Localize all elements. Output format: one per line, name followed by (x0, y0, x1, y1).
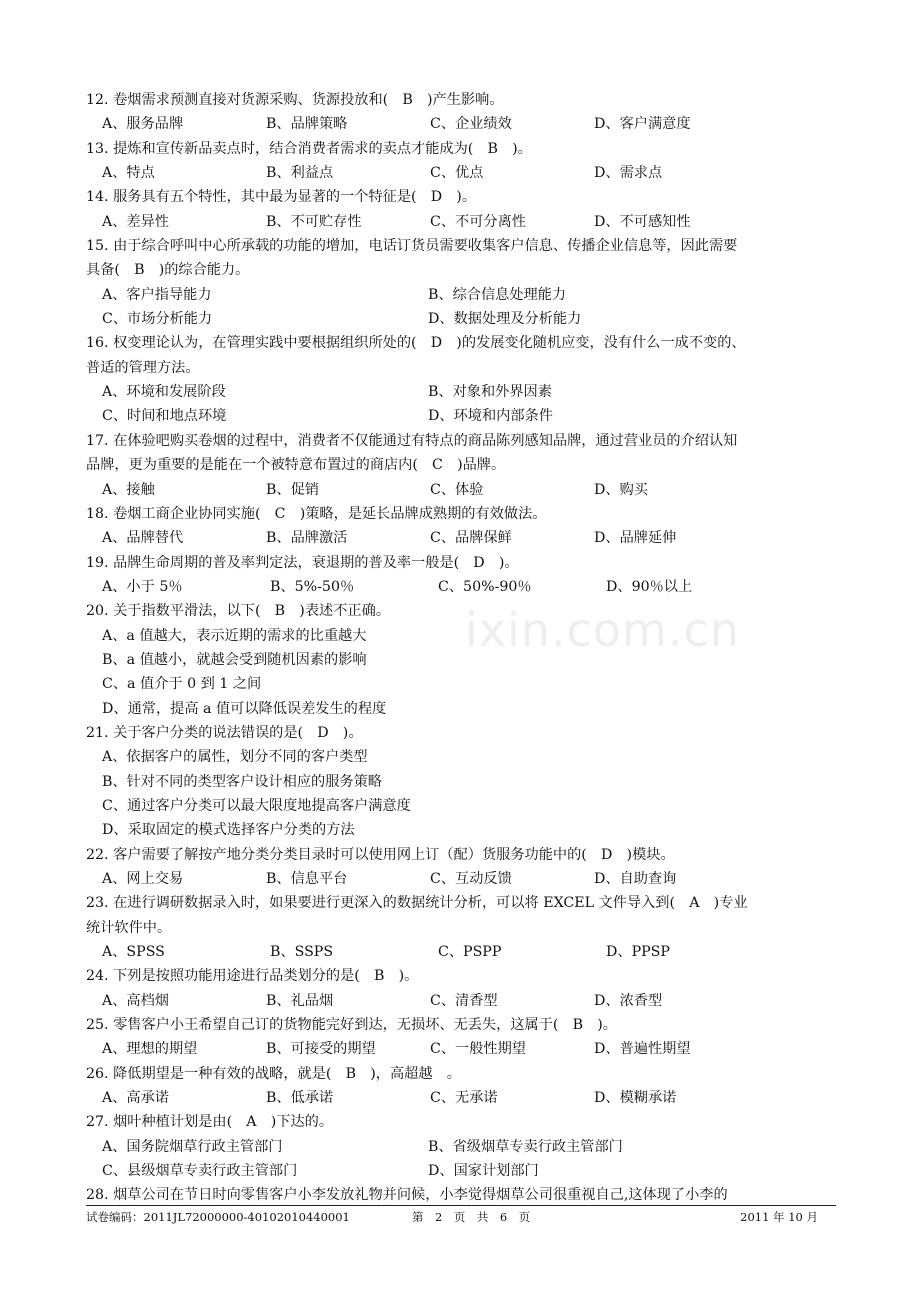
option-row (86, 526, 846, 550)
answer-option: C、通过客户分类可以最大限度地提高客户满意度 (102, 797, 411, 814)
option-row (86, 161, 846, 185)
question-stem: 19. 品牌生命周期的普及率判定法，衰退期的普及率一般是( D )。 (86, 554, 519, 571)
option-row (86, 1037, 846, 1061)
answer-option: B、不可贮存性 (266, 213, 362, 230)
question-stem-continued: 普适的管理方法。 (86, 359, 200, 376)
answer-option: B、可接受的期望 (266, 1041, 376, 1058)
question-stem: 13. 提炼和宣传新品卖点时，结合消费者需求的卖点才能成为( B )。 (86, 140, 532, 157)
exam-code: 试卷编码：2011JL72000000-40102010440001 (86, 1210, 350, 1224)
answer-option: C、优点 (430, 165, 484, 182)
question-stem: 22. 客户需要了解按产地分类分类目录时可以使用网上订（配）货服务功能中的( D )模块。 (86, 846, 675, 863)
question-stem: 20. 关于指数平滑法，以下( B )表述不正确。 (86, 603, 390, 620)
answer-option: D、环境和内部条件 (428, 408, 553, 425)
answer-option: D、不可感知性 (594, 213, 691, 230)
answer-option: B、5%-50％ (270, 578, 355, 595)
answer-option: B、省级烟草专卖行政主管部门 (428, 1138, 623, 1155)
answer-option: C、互动反馈 (430, 871, 512, 887)
question-stem: 14. 服务具有五个特性，其中最为显著的一个特征是( D )。 (86, 189, 477, 206)
option-row (86, 575, 846, 599)
question-stem: 12. 卷烟需求预测直接对货源采购、货源投放和( B )产生影响。 (86, 92, 504, 108)
option-row (86, 867, 846, 891)
answer-option: B、a 值越小，就越会受到随机因素的影响 (102, 651, 367, 668)
answer-option: A、小于 5％ (102, 578, 183, 595)
answer-option: B、SSPS (270, 944, 334, 961)
answer-option: A、国务院烟草行政主管部门 (102, 1138, 283, 1155)
question-stem-continued: 统计软件中。 (86, 919, 172, 936)
question-stem: 28. 烟草公司在节日时向零售客户小李发放礼物并问候，小李觉得烟草公司很重视自己,这体现了小李的 (86, 1187, 728, 1204)
question-stem: 15. 由于综合呼叫中心所承载的功能的增加，电话订货员需要收集客户信息、传播企业信息等，因此需要 (86, 238, 738, 255)
option-row (86, 380, 846, 404)
answer-option: B、低承诺 (266, 1090, 334, 1107)
answer-option: B、信息平台 (266, 871, 348, 887)
answer-option: A、品牌替代 (102, 530, 184, 547)
question-stem: 16. 权变理论认为，在管理实践中要根据组织所处的( D )的发展变化随机应变，没有什么一成不变的、 (86, 335, 746, 352)
answer-option: A、环境和发展阶段 (102, 384, 226, 401)
answer-option: B、针对不同的类型客户设计相应的服务策略 (102, 773, 382, 790)
page-number: 第 2 页 共 6 页 (412, 1210, 531, 1224)
question-stem-continued: 具备( B )的综合能力。 (86, 262, 250, 279)
question-stem: 21. 关于客户分类的说法错误的是( D )。 (86, 724, 363, 741)
answer-option: C、时间和地点环境 (102, 408, 227, 425)
answer-option: A、服务品牌 (102, 116, 184, 133)
answer-option: C、50%-90％ (438, 578, 532, 595)
option-row (86, 307, 846, 331)
answer-option: C、清香型 (430, 992, 498, 1009)
answer-option: D、购买 (594, 481, 648, 498)
option-row (86, 1135, 846, 1159)
option-row (86, 112, 846, 136)
answer-option: D、PPSP (606, 944, 670, 961)
answer-option: A、依据客户的属性，划分不同的客户类型 (102, 749, 368, 766)
answer-option: A、高档烟 (102, 992, 169, 1009)
option-row (86, 989, 846, 1013)
answer-option: D、浓香型 (594, 992, 663, 1009)
option-row (86, 1086, 846, 1110)
answer-option: A、特点 (102, 165, 155, 182)
option-row (86, 478, 846, 502)
question-stem: 26. 降低期望是一种有效的战略，就是( B )，高超越 。 (86, 1065, 461, 1082)
answer-option: D、模糊承诺 (594, 1090, 677, 1107)
option-row (86, 1159, 846, 1183)
answer-option: C、市场分析能力 (102, 311, 213, 328)
option-row (86, 210, 846, 234)
answer-option: B、综合信息处理能力 (428, 286, 567, 303)
answer-option: B、利益点 (266, 165, 334, 182)
answer-option: A、SPSS (102, 944, 165, 961)
answer-option: D、通常，提高 a 值可以降低误差发生的程度 (102, 700, 387, 717)
answer-option: A、差异性 (102, 213, 169, 230)
answer-option: A、高承诺 (102, 1090, 169, 1107)
question-stem: 25. 零售客户小王希望自己订的货物能完好到达，无损坏、无丢失，这属于( B )。 (86, 1017, 617, 1034)
answer-option: B、品牌激活 (266, 530, 348, 547)
answer-option: A、客户指导能力 (102, 286, 212, 303)
answer-option: D、国家计划部门 (428, 1163, 539, 1180)
answer-option: D、自助查询 (594, 871, 677, 887)
answer-option: C、a 值介于 0 到 1 之间 (102, 676, 262, 693)
answer-option: A、接触 (102, 481, 155, 498)
answer-option: A、a 值越大，表示近期的需求的比重越大 (102, 627, 367, 644)
option-row (86, 283, 846, 307)
answer-option: B、品牌策略 (266, 116, 348, 133)
answer-option: D、90％以上 (606, 578, 693, 595)
question-stem: 27. 烟叶种植计划是由( A )下达的。 (86, 1114, 334, 1131)
answer-option: C、无承诺 (430, 1090, 498, 1107)
answer-option: A、网上交易 (102, 871, 184, 887)
answer-option: C、县级烟草专卖行政主管部门 (102, 1163, 298, 1180)
question-stem: 23. 在进行调研数据录入时，如果要进行更深入的数据统计分析，可以将 EXCEL 文件导入到( A )专业 (86, 895, 748, 912)
answer-option: D、品牌延伸 (594, 530, 677, 547)
answer-option: C、企业绩效 (430, 116, 512, 133)
answer-option: C、一般性期望 (430, 1041, 526, 1058)
option-row (86, 940, 846, 964)
answer-option: D、客户满意度 (594, 116, 691, 133)
answer-option: A、理想的期望 (102, 1041, 198, 1058)
answer-option: D、数据处理及分析能力 (428, 311, 582, 328)
answer-option: C、PSPP (438, 944, 502, 961)
answer-option: B、礼品烟 (266, 992, 334, 1009)
option-row (86, 404, 846, 428)
answer-option: C、体验 (430, 481, 484, 498)
question-list (86, 88, 846, 1208)
question-stem-continued: 品牌，更为重要的是能在一个被特意布置过的商店内( C )品牌。 (86, 457, 506, 474)
question-stem: 17. 在体验吧购买卷烟的过程中，消费者不仅能通过有特点的商品陈列感知品牌，通过营业员的介绍认知 (86, 432, 738, 449)
watermark: ixin.com.cn (465, 603, 740, 657)
answer-option: C、品牌保鲜 (430, 530, 512, 547)
question-stem: 18. 卷烟工商企业协同实施( C )策略，是延长品牌成熟期的有效做法。 (86, 505, 547, 522)
exam-date: 2011 年 10 月 (740, 1210, 818, 1224)
answer-option: B、促销 (266, 481, 319, 498)
answer-option: D、采取固定的模式选择客户分类的方法 (102, 822, 355, 839)
answer-option: B、对象和外界因素 (428, 384, 552, 401)
page-footer (86, 1205, 836, 1226)
answer-option: D、普遍性期望 (594, 1041, 691, 1058)
question-stem: 24. 下列是按照功能用途进行品类划分的是( B )。 (86, 968, 419, 985)
answer-option: D、需求点 (594, 165, 663, 182)
answer-option: C、不可分离性 (430, 213, 526, 230)
